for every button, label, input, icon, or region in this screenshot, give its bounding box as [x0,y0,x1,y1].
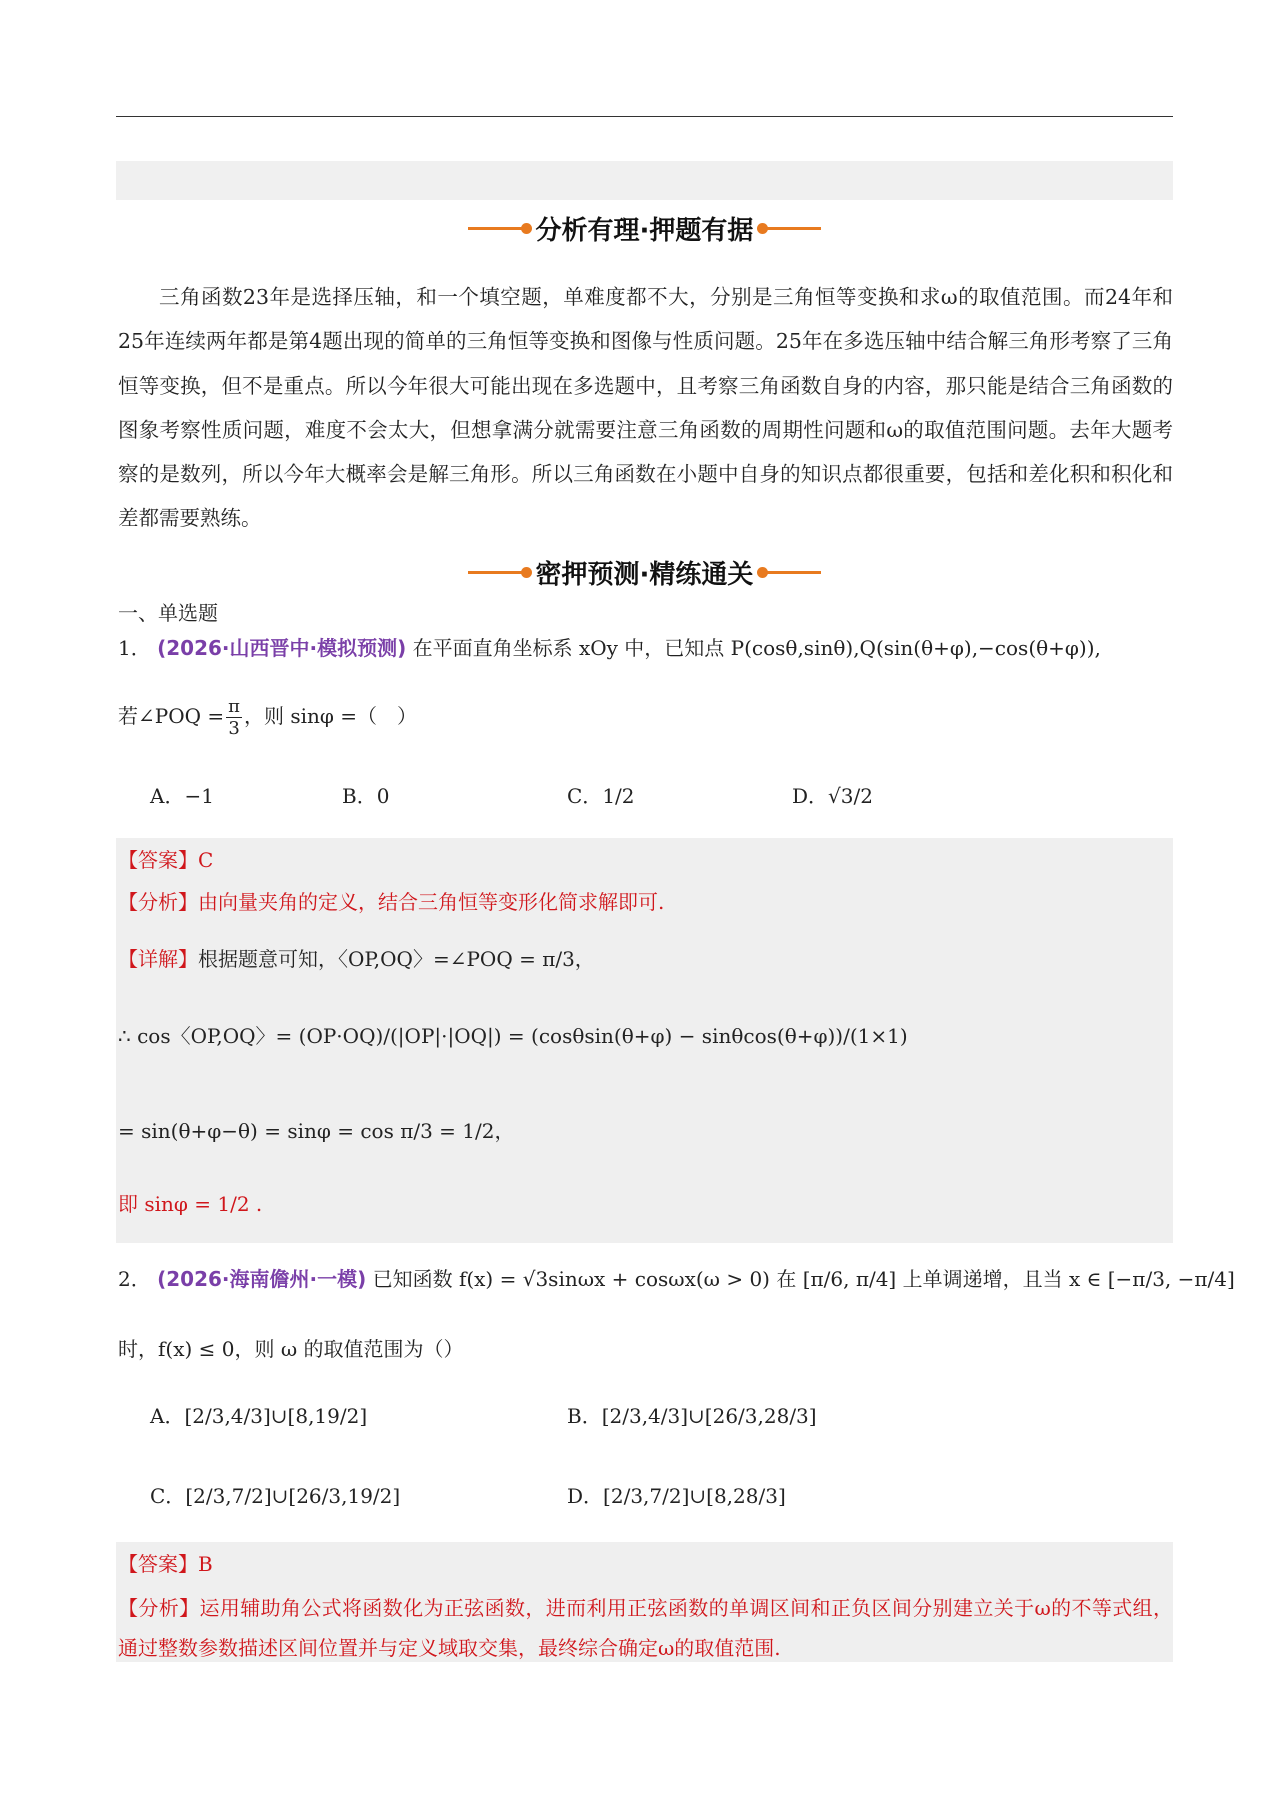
q1-option-d[interactable] [792,780,873,809]
option-value: 1/2 [602,784,635,808]
q1-answer: 【答案】C [118,848,214,872]
q1-solution-box [116,838,1173,1243]
question-stem: 在平面直角坐标系 xOy 中，已知点 P(cosθ,sinθ),Q(sin(θ+φ),−cos(θ+φ)), [412,636,1101,660]
option-value: √3/2 [828,784,873,808]
q2-analysis: 【分析】运用辅助角公式将函数化为正弦函数，进而利用正弦函数的单调区间和正负区间分别建立关于ω的不等式组，通过整数参数描述区间位置并与定义域取交集，最终综合确定ω的取值范围. [118,1596,1173,1660]
q1-analysis: 【分析】由向量夹角的定义，结合三角恒等变形化简求解即可. [118,890,665,914]
section-title-text: 密押预测·精练通关 [535,560,754,590]
question-2-line2: 时，f(x) ≤ 0，则 ω 的取值范围为（） [118,1337,464,1361]
section-title-prediction [116,554,1173,591]
stem-part: 若∠POQ = [118,704,225,728]
q1-option-a[interactable] [150,780,214,809]
q2-option-a[interactable]: A．[2/3,4/3]∪[8,19/2] [150,1404,368,1428]
question-source: (2026·海南儋州·一模) [157,1267,367,1291]
option-value: 0 [376,784,390,808]
q2-option-c[interactable]: C．[2/3,7/2]∪[26/3,19/2] [150,1484,401,1508]
header-rule [116,116,1173,117]
option-label: B． [342,784,377,808]
fraction: $\frac{\pi}{3}$ [228,696,240,739]
question-number: 1． [118,636,151,660]
intro-paragraph [118,275,1173,541]
group-title: 一、单选题 [118,601,218,625]
header-band [116,161,1173,200]
q1-detail-3: = sin(θ+φ−θ) = sinφ = cos π/3 = 1/2， [118,1119,515,1143]
option-label: D． [792,784,829,808]
question-2 [118,1263,1235,1292]
q2-option-b[interactable]: B．[2/3,4/3]∪[26/3,28/3] [567,1404,817,1428]
intro-text: 三角函数23年是选择压轴，和一个填空题，单难度都不大，分别是三角恒等变换和求ω的取值范围。而24年和25年连续两年都是第4题出现的简单的三角恒等变换和图像与性质问题。25年在多选压轴中结合解三角形考察了三角恒等变换，但不是重点。所以今年很大可能出现在多选题中，且考察三角函数自身的内容，那只能是结合三角函数的图象考察性质问题，难度不会太大，但想拿满分就需要注意三角函数的周期性问题和ω的取值范围问题。去年大题考察的是数列，所以今年大概率会是解三角形。所以三角函数在小题中自身的知识点都很重要，包括和差化积和积化和差都需要熟练。 [118,285,1173,531]
q1-option-c[interactable] [567,780,635,809]
option-label: A． [150,784,185,808]
q1-option-b[interactable] [342,780,389,809]
q1-detail-2: ∴ cos〈OP,OQ〉= (OP·OQ)/(|OP|·|OQ|) = (cosθsin(θ+φ) − sinθcos(θ+φ))/(1×1) [118,1024,908,1048]
question-number: 2． [118,1267,151,1291]
q1-detail-4: 即 sinφ = 1/2 . [118,1192,263,1216]
q1-detail-1: 【详解】根据题意可知，〈OP,OQ〉=∠POQ = π/3， [118,947,595,971]
stem-part: ，则 sinφ =（ ） [243,704,417,728]
option-label: C． [567,784,603,808]
question-stem: 已知函数 f(x) = √3sinωx + cosωx(ω > 0) 在 [π/6, π/4] 上单调递增，且当 x ∈ [−π/3, −π/4] [372,1267,1235,1291]
question-source: (2026·山西晋中·模拟预测) [157,636,407,660]
question-1-line2 [118,696,417,739]
q2-option-d[interactable]: D．[2/3,7/2]∪[8,28/3] [567,1484,786,1508]
section-title-text: 分析有理·押题有据 [535,216,754,246]
option-value: −1 [184,784,214,808]
q2-solution-box [116,1542,1173,1662]
q2-answer: 【答案】B [118,1552,213,1576]
question-1 [118,632,1101,661]
section-title-analysis [116,210,1173,247]
